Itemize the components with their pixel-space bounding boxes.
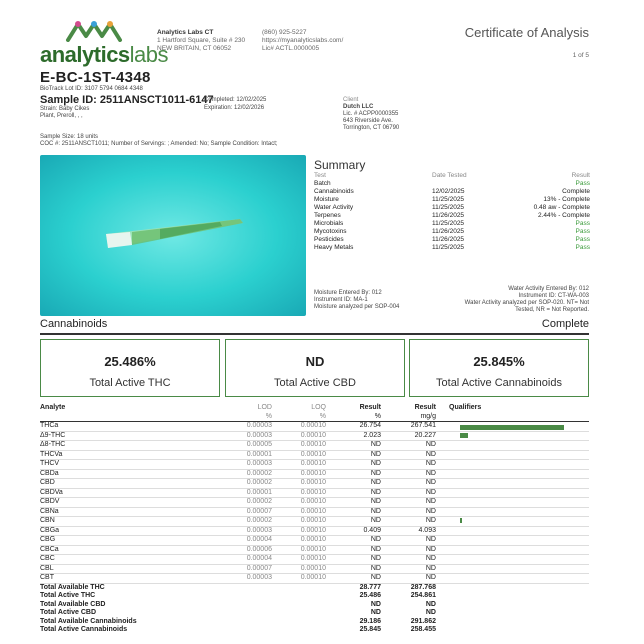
cannabinoid-row [40, 601, 589, 610]
analyte-name: CBDV [40, 498, 60, 505]
analyte-name: THCVa [40, 450, 63, 458]
analyte-qualifier [436, 592, 589, 601]
summary-date: 11/26/2025 [432, 228, 465, 235]
analyte-lod [200, 583, 272, 592]
analyte-lod [200, 601, 272, 610]
cannabinoid-row [40, 441, 589, 451]
summary-table [314, 172, 590, 252]
analyte-result-pct: ND [370, 479, 381, 486]
analyte-result-pct: 29.186 [359, 617, 381, 625]
analyte-loq: 0.00010 [300, 460, 326, 467]
analyte-qualifier [436, 526, 589, 536]
cannabinoid-row [40, 564, 589, 574]
col-lod: LOD [257, 404, 272, 411]
analyte-result-mg: 287.768 [410, 583, 436, 591]
analyte-name: Δ8-THC [40, 441, 66, 448]
analyte-name: Total Available THC [40, 583, 105, 591]
sample-size: Sample Size: 18 units [40, 134, 99, 140]
cannabinoid-row [40, 618, 589, 627]
analyte-result-pct: ND [370, 441, 381, 448]
analyte-result-mg: ND [425, 507, 436, 515]
summary-row [314, 196, 590, 204]
analyte-lod: 0.00004 [246, 555, 272, 562]
cannabinoids-status: Complete [541, 318, 589, 330]
analyte-result-pct: ND [370, 460, 381, 467]
analyte-loq: 0.00010 [300, 441, 326, 448]
analyte-result-pct: 0.409 [363, 526, 381, 534]
col-loq: LOQ [311, 404, 326, 411]
analyte-result-pct: 28.777 [359, 583, 381, 591]
analyte-loq [272, 626, 326, 635]
analyte-qualifier [436, 479, 589, 489]
analyte-loq [272, 609, 326, 618]
expiration-date: Expiration: 12/02/2026 [204, 105, 265, 111]
analyte-lod [200, 609, 272, 618]
analyte-result-pct: ND [370, 536, 381, 543]
analyte-name: CBDa [40, 469, 59, 477]
analyte-result-mg: ND [425, 600, 436, 608]
moisture-entered: Moisture Entered By: 012 [314, 290, 382, 296]
analyte-qualifier [436, 460, 589, 470]
analyte-qualifier [436, 450, 589, 460]
lab-address-2: NEW BRITAIN, CT 06052 [157, 45, 232, 52]
analyte-result-pct: ND [370, 469, 381, 477]
analyte-qualifier [436, 555, 589, 565]
total-cbd-value: ND [305, 354, 325, 369]
summary-test: Batch [314, 180, 331, 187]
summary-date: 11/25/2025 [432, 244, 465, 251]
analyte-lod: 0.00007 [246, 507, 272, 515]
summary-result: Pass [575, 180, 590, 187]
analyte-loq: 0.00010 [300, 526, 326, 534]
analyte-lod [200, 618, 272, 627]
cannabinoid-row [40, 479, 589, 489]
analyte-result-pct: ND [370, 555, 381, 562]
analyte-result-mg: ND [425, 450, 436, 458]
summary-date: 11/26/2025 [432, 212, 465, 219]
analyte-loq [272, 592, 326, 601]
lab-phone: (860) 925-5227 [262, 29, 307, 36]
client-license: Lic. # ACPP0000355 [343, 111, 399, 117]
cannabinoid-row [40, 545, 589, 555]
analyte-qualifier [436, 618, 589, 627]
cannabinoid-header [40, 404, 589, 413]
analyte-result-pct: 25.845 [359, 626, 381, 633]
summary-row [314, 188, 590, 196]
summary-row [314, 236, 590, 244]
loq-unit: % [319, 412, 326, 420]
analyte-name: CBG [40, 536, 56, 543]
section-divider [40, 333, 589, 335]
cannabinoid-row [40, 450, 589, 460]
summary-result: 13% - Complete [543, 196, 590, 203]
analyte-lod: 0.00002 [246, 517, 272, 524]
analyte-name: CBT [40, 574, 54, 581]
total-cannabinoids-value: 25.845% [473, 354, 525, 369]
analyte-lod: 0.00003 [246, 431, 272, 439]
summary-result: Pass [575, 236, 590, 243]
analyte-qualifier [436, 545, 589, 555]
moisture-instrument: Instrument ID: MA-1 [314, 297, 368, 303]
analyte-qualifier [436, 564, 589, 574]
wa-instrument: Instrument ID: CT-WA-003 [518, 293, 589, 299]
qualifier-bar [460, 518, 462, 523]
analyte-name: CBD [40, 479, 55, 486]
summary-row [314, 180, 590, 188]
summary-row [314, 244, 590, 252]
preroll-image [40, 155, 306, 316]
cannabinoid-row [40, 517, 589, 527]
col-qualifiers: Qualifiers [449, 404, 482, 411]
result-unit-mg: mg/g [420, 412, 436, 420]
summary-test: Terpenes [314, 212, 341, 219]
analyte-name: CBN [40, 517, 55, 524]
total-thc-label: Total Active THC [89, 377, 171, 389]
analyte-qualifier [436, 441, 589, 451]
analyte-result-mg: ND [425, 555, 436, 562]
lab-address-1: 1 Hartford Square, Suite # 230 [157, 37, 246, 44]
analyte-loq [272, 601, 326, 610]
total-thc-box [40, 339, 220, 397]
page-number: 1 of 5 [572, 52, 589, 59]
cannabinoid-table [40, 404, 589, 635]
analyte-result-pct: 25.486 [359, 592, 381, 599]
analyte-loq: 0.00010 [300, 545, 326, 553]
analyte-lod: 0.00002 [246, 479, 272, 486]
summary-row [314, 204, 590, 212]
cannabinoid-row [40, 592, 589, 601]
analyte-loq: 0.00010 [300, 479, 326, 486]
analyte-result-pct: ND [370, 545, 381, 553]
analyte-result-pct: ND [370, 600, 381, 608]
analyte-qualifier [436, 469, 589, 479]
client-info [343, 97, 399, 132]
analyte-result-mg: 291.862 [410, 617, 436, 625]
analyte-lod [200, 592, 272, 601]
document-title: Certificate of Analysis [464, 25, 589, 40]
client-name: Dutch LLC [343, 104, 374, 110]
analyte-result-mg: 20.227 [414, 431, 436, 439]
analyte-name: CBL [40, 564, 54, 572]
analyte-result-pct: ND [370, 517, 381, 524]
logo-icon [64, 20, 124, 42]
analyte-result-mg: ND [425, 574, 436, 581]
summary-result: Pass [575, 220, 590, 227]
cannabinoid-row [40, 488, 589, 498]
summary-result: 0.48 aw - Complete [533, 204, 590, 211]
analyte-result-mg: ND [425, 479, 436, 486]
summary-test: Mycotoxins [314, 228, 347, 235]
logo-text-labs: labs [129, 42, 169, 67]
analyte-result-mg: ND [425, 564, 436, 572]
analyte-result-mg: 254.861 [410, 592, 436, 599]
summary-date: 11/25/2025 [432, 220, 465, 227]
analyte-qualifier [436, 431, 589, 441]
col-result-pct: Result [359, 404, 381, 411]
analyte-result-mg: ND [425, 460, 436, 467]
analyte-result-pct: ND [370, 498, 381, 505]
moisture-info [314, 290, 399, 311]
analyte-loq: 0.00010 [300, 555, 326, 562]
summary-test: Moisture [314, 196, 339, 203]
analyte-loq: 0.00010 [300, 469, 326, 477]
water-activity-info [465, 286, 589, 314]
analyte-loq: 0.00010 [300, 450, 326, 458]
analyte-name: Total Active Cannabinoids [40, 626, 128, 633]
analyte-result-mg: ND [425, 488, 436, 496]
client-address-2: Torrington, CT 06790 [343, 125, 400, 131]
batch-code: E-BC-1ST-4348 [40, 69, 151, 86]
total-cbd-label: Total Active CBD [274, 377, 356, 389]
cannabinoid-row [40, 536, 589, 546]
analyte-qualifier [436, 536, 589, 546]
summary-row [314, 228, 590, 236]
cannabinoid-row [40, 526, 589, 536]
analyte-lod: 0.00006 [246, 545, 272, 553]
analyte-loq [272, 583, 326, 592]
summary-title: Summary [314, 158, 366, 172]
lab-info [157, 29, 245, 53]
analyte-lod [200, 626, 272, 635]
analyte-result-pct: ND [370, 507, 381, 515]
analyte-lod: 0.00004 [246, 536, 272, 543]
coc-info: COC #: 2511ANSCT1011; Number of Servings: ; Amended: No; Sample Condition: Intact; [40, 141, 278, 147]
summary-col-date: Date Tested [432, 172, 467, 179]
analyte-result-mg: ND [425, 545, 436, 553]
total-cbd-box [225, 339, 405, 397]
analyte-lod: 0.00003 [246, 460, 272, 467]
summary-date [432, 180, 520, 188]
analyte-loq: 0.00010 [300, 431, 326, 439]
cannabinoid-row [40, 609, 589, 618]
analyte-result-mg: ND [425, 441, 436, 448]
analyte-lod: 0.00005 [246, 441, 272, 448]
moisture-sop: Moisture analyzed per SOP-004 [314, 304, 400, 310]
cannabinoid-row [40, 469, 589, 479]
client-address-1: 643 Riverside Ave. [343, 118, 393, 124]
cannabinoid-row [40, 507, 589, 517]
summary-date: 11/25/2025 [432, 196, 465, 203]
cannabinoid-row [40, 431, 589, 441]
cannabinoid-row [40, 626, 589, 635]
analyte-lod: 0.00002 [246, 469, 272, 477]
analyte-result-mg: 258.455 [410, 626, 436, 633]
analyte-name: Total Available CBD [40, 600, 106, 608]
analyte-result-pct: 26.754 [359, 422, 381, 429]
summary-header [314, 172, 590, 180]
analyte-result-mg: ND [425, 517, 436, 524]
analyte-name: CBNa [40, 507, 59, 515]
summary-result: Complete [562, 188, 590, 195]
cannabinoid-row [40, 498, 589, 508]
analyte-result-pct: ND [370, 564, 381, 572]
analyte-loq: 0.00010 [300, 488, 326, 496]
analyte-result-mg: 267.541 [410, 422, 436, 429]
analyte-name: Δ9-THC [40, 431, 66, 439]
cannabinoid-units [40, 413, 589, 422]
cannabinoid-row [40, 574, 589, 584]
analyte-name: CBCa [40, 545, 59, 553]
analyte-result-mg: ND [425, 536, 436, 543]
analyte-name: CBGa [40, 526, 60, 534]
analyte-loq: 0.00010 [300, 498, 326, 505]
analyte-result-mg: ND [425, 609, 436, 616]
analyte-loq: 0.00010 [300, 564, 326, 572]
summary-date: 11/25/2025 [432, 204, 465, 211]
analyte-loq: 0.00010 [300, 422, 326, 429]
total-thc-value: 25.486% [104, 354, 156, 369]
analyte-loq: 0.00010 [300, 517, 326, 524]
qualifier-bar [460, 425, 564, 430]
analyte-lod: 0.00003 [246, 574, 272, 581]
analyte-qualifier [436, 498, 589, 508]
analyte-result-pct: ND [370, 609, 381, 616]
qualifier-bar [460, 433, 468, 438]
result-unit-pct: % [374, 412, 381, 420]
analyte-loq: 0.00010 [300, 507, 326, 515]
analyte-lod: 0.00003 [246, 526, 272, 534]
strain: Strain: Baby Cikes [40, 106, 90, 112]
analyte-loq: 0.00010 [300, 536, 326, 543]
summary-col-test: Test [314, 172, 326, 179]
summary-result: Pass [575, 244, 590, 251]
lod-unit: % [265, 412, 272, 420]
wa-entered: Water Activity Entered By: 012 [508, 286, 589, 292]
analyte-qualifier [436, 517, 589, 527]
analyte-qualifier [436, 601, 589, 610]
cannabinoid-row [40, 460, 589, 470]
summary-date: 11/26/2025 [432, 236, 465, 243]
analyte-name: Total Available Cannabinoids [40, 617, 137, 625]
summary-test: Water Activity [314, 204, 354, 211]
lab-contact [262, 29, 343, 53]
analyte-name: Total Active THC [40, 592, 96, 599]
analyte-result-mg: ND [425, 469, 436, 477]
summary-row [314, 212, 590, 220]
analyte-name: Total Active CBD [40, 609, 97, 616]
cannabinoids-title: Cannabinoids [40, 318, 108, 330]
analyte-qualifier [436, 488, 589, 498]
lab-name: Analytics Labs CT [157, 29, 214, 36]
analyte-result-pct: ND [370, 574, 381, 581]
client-label: Client [343, 97, 359, 103]
wa-note: Tested, NR = Not Reported. [515, 307, 589, 313]
col-analyte: Analyte [40, 404, 66, 411]
wa-sop: Water Activity analyzed per SOP-020. NT= Not [464, 300, 589, 306]
summary-test: Cannabinoids [314, 188, 354, 195]
analyte-qualifier [436, 583, 589, 592]
summary-date: 12/02/2025 [432, 188, 465, 195]
analyte-result-pct: ND [370, 488, 381, 496]
sample-type: Plant, Preroll, , , [40, 113, 83, 119]
summary-col-result: Result [571, 172, 590, 179]
analyte-name: CBDVa [40, 488, 63, 496]
completed-date: Completed: 12/02/2025 [204, 97, 267, 103]
analyte-loq [272, 618, 326, 627]
biotrack-id: BioTrack Lot ID: 3107 5794 0684 4348 [40, 86, 143, 92]
col-result-mg: Result [414, 404, 436, 411]
analyte-lod: 0.00001 [246, 450, 272, 458]
total-cannabinoids-label: Total Active Cannabinoids [436, 377, 562, 389]
analyte-lod: 0.00007 [246, 564, 272, 572]
analyte-name: THCV [40, 460, 60, 467]
analyte-name: CBC [40, 555, 55, 562]
analyte-loq: 0.00010 [300, 574, 326, 581]
logo [40, 20, 169, 68]
analyte-result-pct: 2.023 [363, 431, 381, 439]
summary-test: Pesticides [314, 236, 344, 243]
analyte-name: THCa [40, 422, 59, 429]
cannabinoid-row [40, 583, 589, 592]
summary-test: Microbials [314, 220, 344, 227]
lab-license: Lic# ACTL.0000005 [262, 45, 320, 52]
analyte-result-mg: 4.093 [418, 526, 436, 534]
total-cannabinoids-box [409, 339, 589, 397]
product-photo [40, 155, 306, 316]
summary-row [314, 220, 590, 228]
analyte-qualifier [436, 507, 589, 517]
analyte-lod: 0.00002 [246, 498, 272, 505]
logo-text-analytics: analytics [40, 42, 130, 67]
cannabinoid-row [40, 555, 589, 565]
analyte-qualifier [436, 626, 589, 635]
summary-result: Pass [575, 228, 590, 235]
analyte-qualifier [436, 609, 589, 618]
sample-id: Sample ID: 2511ANSCT1011-6147 [40, 94, 214, 106]
analyte-lod: 0.00003 [246, 422, 272, 429]
summary-result: 2.44% - Complete [537, 212, 590, 219]
lab-url[interactable]: https://myanalyticslabs.com/ [262, 37, 344, 44]
analyte-result-mg: ND [425, 498, 436, 505]
summary-test: Heavy Metals [314, 244, 354, 251]
analyte-qualifier [436, 574, 589, 584]
analyte-lod: 0.00001 [246, 488, 272, 496]
analyte-result-pct: ND [370, 450, 381, 458]
